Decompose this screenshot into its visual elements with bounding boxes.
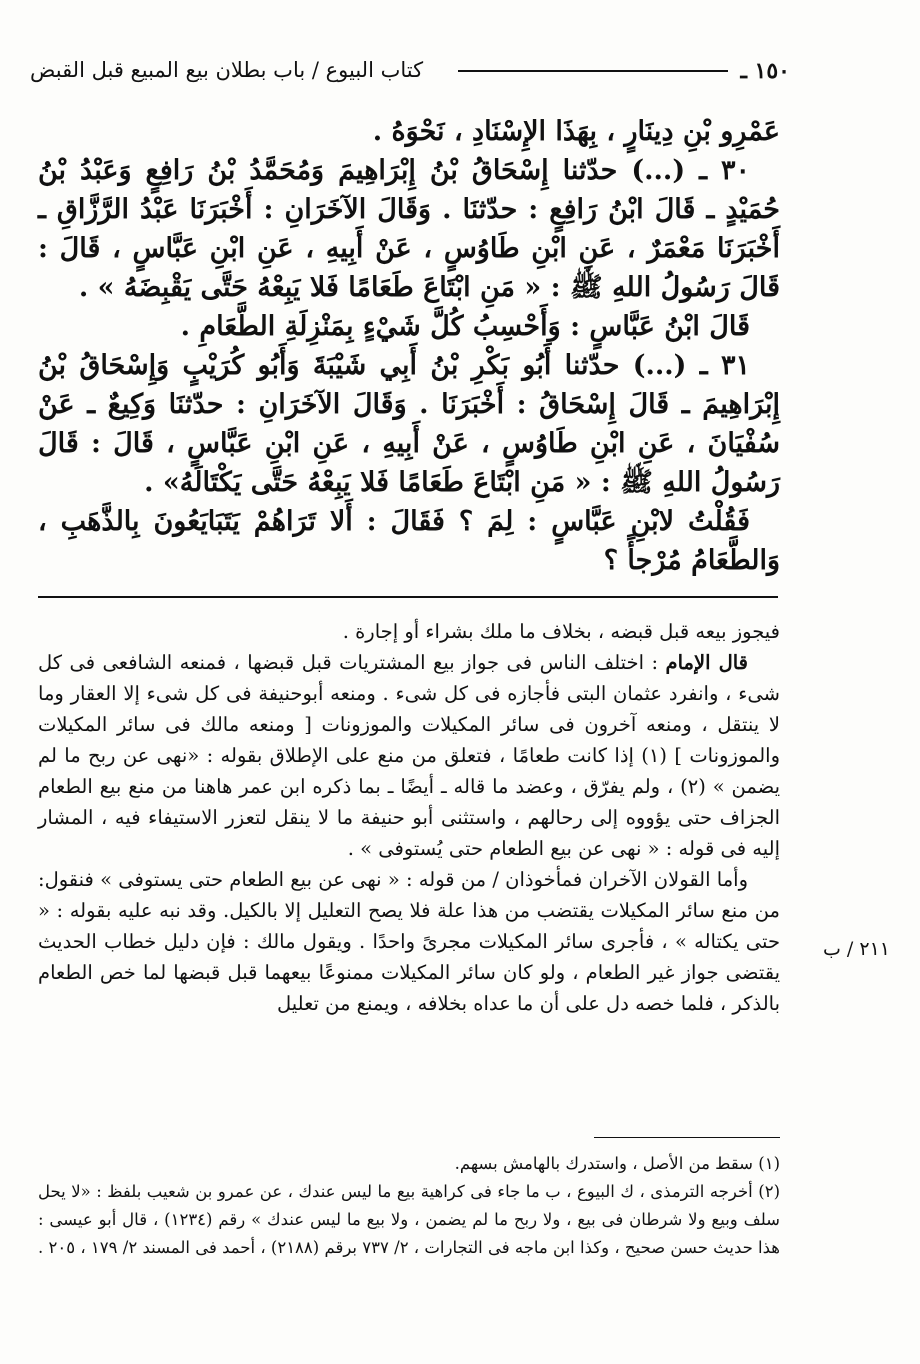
page-number: ١٥٠ ـ: [740, 58, 790, 84]
footnotes: [38, 1150, 780, 1262]
header-rule: [458, 70, 728, 72]
page-header: [30, 58, 790, 98]
hadith-31: ٣١ ـ (...) حدّثنا أَبُو بَكْرِ بْنُ أَبِي شَيْبَةَ وَأَبُو كُرَيْبٍ وَإِسْحَاقُ بْنُ إِبْرَاهِيمَ ـ قَالَ إِسْحَاقُ : أَخْبَرَنَا . وَقَالَ الآخَرَانِ : حدّثنَا وَكِيعٌ ـ عَنْ سُفْيَانَ ، عَنِ ابْنِ طَاوُسٍ ، عَنْ أَبِيهِ ، عَنِ ابْنِ عَبَّاسٍ ، قَالَ : قَالَ رَسُولُ اللهِ ﷺ : « مَنِ ابْتَاعَ طَعَامًا فَلا يَبِعْهُ حَتَّى يَكْتَالَهُ» .: [38, 350, 780, 498]
commentary-paragraph-1: فيجوز بيعه قبل قبضه ، بخلاف ما ملك بشراء أو إجارة .: [342, 620, 780, 643]
hadith-text: [38, 112, 780, 580]
manuscript-folio-note: ٢١١ / ب: [823, 938, 890, 960]
commentary-paragraph-2-text: : اختلف الناس فى جواز بيع المشتريات قبل قبضها ، فمنعه الشافعى فى كل شىء ، وانفرد عثمان البتى فأجازه فى كل شىء . ومنعه أبوحنيفة فى كل شىء إلا العقار وما لا ينتقل ، ومنعه آخرون فى سائر المكيلات والموزونات [ ومنعه مالك فى سائر المكيلات والموزونات ] (١) إذا كانت طعامًا ، فتعلق من منع على الإطلاق بقوله : «نهى عن ربح ما لم يضمن » (٢) ، ولم يفرّق ، وعضد ما قاله ـ أيضًا ـ بما ذكره ابن عمر هاهنا من منع بيع الطعام الجزاف حتى يؤووه إلى رحالهم ، واستثنى أبو حنيفة ما لا ينقل لتعزر الاستيفاء فيه ، المشار إليه فى قوله : « نهى عن بيع الطعام حتى يُستوفى » .: [38, 651, 781, 860]
footnote-2: (٢) أخرجه الترمذى ، ك البيوع ، ب ما جاء فى كراهية بيع ما ليس عندك ، عن عمرو بن شعيب بلفظ : «لا يحل سلف وبيع ولا شرطان فى بيع ، ولا ربح ما لم يضمن ، ولا بيع ما ليس عندك » رقم (١٢٣٤) ، قال أبو عيسى : هذا حديث حسن صحيح ، وكذا ابن ماجه فى التجارات ، ٢/ ٧٣٧ برقم (٢١٨٨) ، أحمد فى المسند ٢/ ١٧٩ ، ٢٠٥ .: [38, 1182, 780, 1257]
footnote-rule: [594, 1137, 780, 1138]
hadith-line-continuation: عَمْرِو بْنِ دِينَارٍ ، بِهَذَا الإِسْنَادِ ، نَحْوَهُ .: [372, 116, 780, 147]
running-title: كتاب البيوع / باب بطلان بيع المبيع قبل القبض: [30, 58, 424, 82]
commentary-lead: قال الإمام: [665, 651, 749, 674]
hadith-30-remark: قَالَ ابْنُ عَبَّاسٍ : وَأَحْسِبُ كُلَّ شَيْءٍ بِمَنْزِلَةِ الطَّعَامِ .: [180, 311, 750, 342]
commentary-paragraph-2: [38, 647, 780, 864]
hadith-30: ٣٠ ـ (...) حدّثنا إِسْحَاقُ بْنُ إِبْرَاهِيمَ وَمُحَمَّدُ بْنُ رَافِعٍ وَعَبْدُ بْنُ حُمَيْدٍ ـ قَالَ ابْنُ رَافِعٍ : حدّثنَا . وَقَالَ الآخَرَانِ : أَخْبَرَنَا عَبْدُ الرَّزَّاقِ ـ أَخْبَرَنَا مَعْمَرٌ ، عَنِ ابْنِ طَاوُسٍ ، عَنْ أَبِيهِ ، عَنِ ابْنِ عَبَّاسٍ ، قَالَ : قَالَ رَسُولُ اللهِ ﷺ : « مَنِ ابْتَاعَ طَعَامًا فَلا يَبِعْهُ حَتَّى يَقْبِضَهُ » .: [38, 155, 780, 303]
commentary-paragraph-3: وأما القولان الآخران فمأخوذان / من قوله : « نهى عن بيع الطعام حتى يستوفى » فنقول: من منع سائر المكيلات يقتضب من هذا علة فلا يصح التعليل إلا بالكيل. وقد نبه عليه بقوله : « حتى يكتاله » ، فأجرى سائر المكيلات مجرىً واحدًا . ويقول مالك : فإن دليل خطاب الحديث يقتضى جواز غير الطعام ، ولو كان سائر المكيلات ممنوعًا بيعهما قبل قبضها لما خص الطعام بالذكر ، فلما خصه دل على أن ما عداه بخلافه ، ويمنع من تعليل: [38, 868, 780, 1015]
hadith-31-remark: فَقُلْتُ لابْنِ عَبَّاسٍ : لِمَ ؟ فَقَالَ : أَلا تَرَاهُمْ يَتَبَايَعُونَ بِالذَّهَبِ ، وَالطَّعَامُ مُرْجأً ؟: [38, 506, 780, 576]
section-divider: [38, 596, 778, 598]
footnote-1: (١) سقط من الأصل ، واستدرك بالهامش بسهم.: [454, 1154, 780, 1173]
commentary: [38, 616, 780, 1019]
